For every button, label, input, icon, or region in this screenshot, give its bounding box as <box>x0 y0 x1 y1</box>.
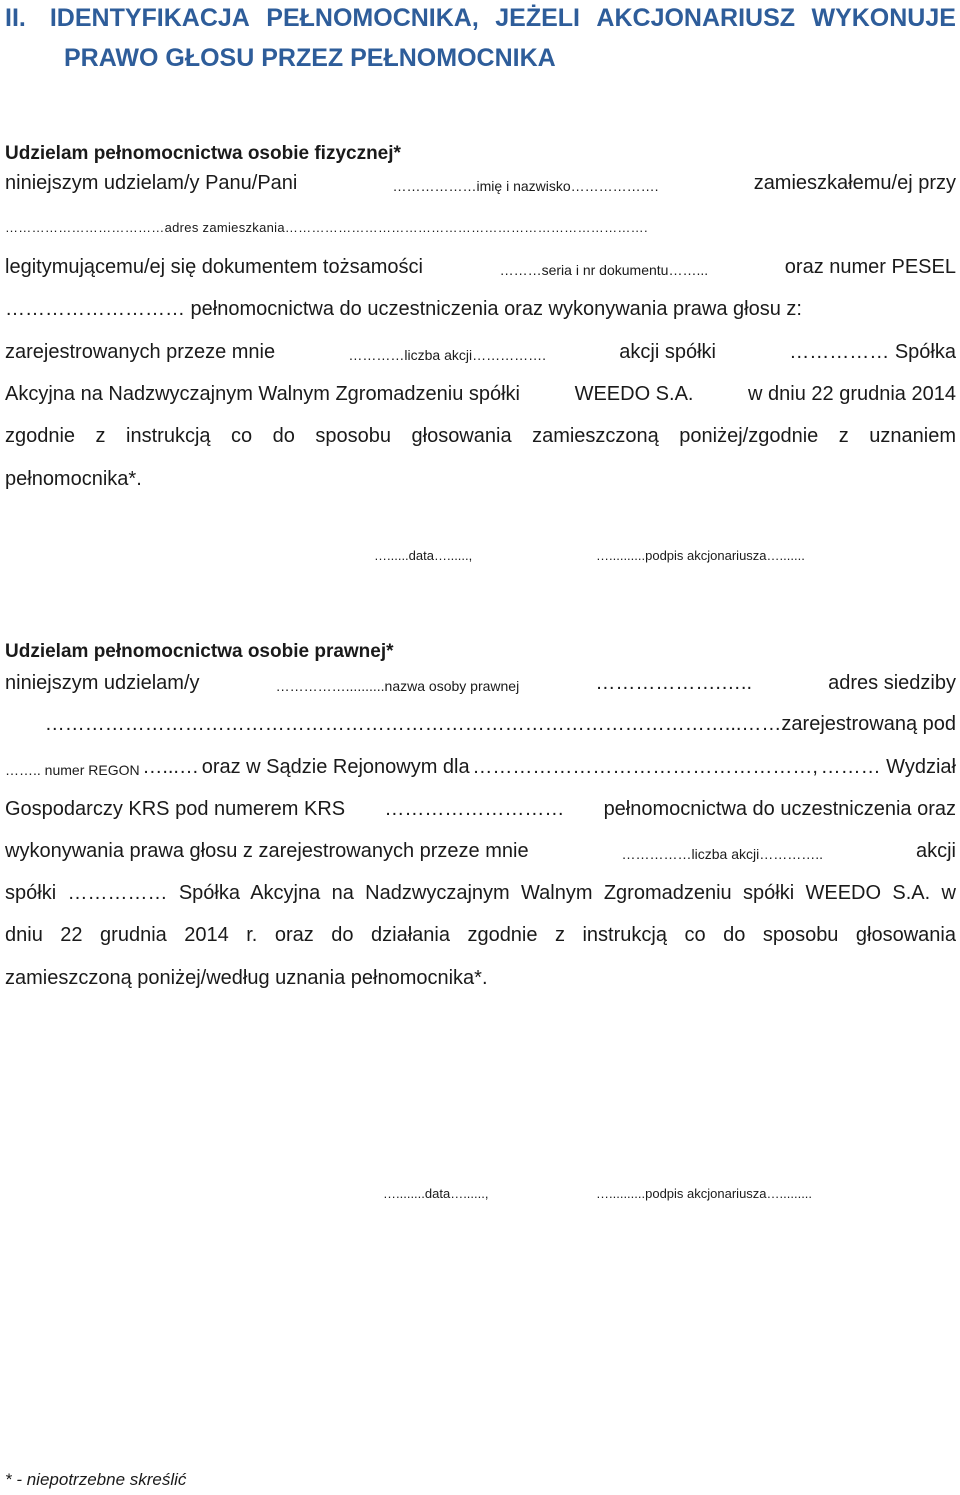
natural-l7-date: w dniu 22 grudnia 2014 <box>748 383 956 405</box>
legal-l2-dots: ……………….….. <box>595 672 752 694</box>
legal-l2-tail: adres siedziby <box>828 672 956 694</box>
address-placeholder: ………………………………adres zamieszkania………………………………………………………………………. <box>5 220 648 235</box>
legal-line-7: spółki …………… Spółka Akcyjna na Nadzwyczajnym Walnym Zgromadzeniu spółki WEEDO S.A. w <box>5 882 956 904</box>
legal-line-3: …………………………………………………………………………………………...……zarejestrowaną pod <box>44 713 956 735</box>
heading-word: IDENTYFIKACJA <box>49 4 250 32</box>
natural-line-6 <box>5 341 956 364</box>
legal-l4-court: oraz w Sądzie Rejonowym dla <box>201 756 470 778</box>
shares-count-placeholder: …………liczba akcji……………. <box>348 347 546 363</box>
natural-l2-text: niniejszym udzielam/y Panu/Pani <box>5 172 298 194</box>
section-title-line1 <box>50 4 956 33</box>
natural-line-5: ……………………… pełnomocnictwa do uczestniczenia oraz wykonywania prawa głosu z: <box>5 298 802 320</box>
legal-line-6 <box>5 840 956 863</box>
natural-line-2 <box>5 172 956 195</box>
legal-l2-text: niniejszym udzielam/y <box>5 672 200 694</box>
legal-l5-text: Gospodarczy KRS pod numerem KRS <box>5 798 346 820</box>
legal-line-2 <box>5 672 956 695</box>
legal-l4-court-dots: ……………………………………………, <box>472 756 818 778</box>
legal-l4-dots: …...… <box>142 756 199 778</box>
section-title-line2: PRAWO GŁOSU PRZEZ PEŁNOMOCNIKA <box>64 44 556 72</box>
heading-word: WYKONUJE <box>811 4 956 32</box>
natural-l4-tail: oraz numer PESEL <box>784 256 956 278</box>
natural-l2-tail: zamieszkałemu/ej przy <box>753 172 956 194</box>
regon-placeholder: …….. numer REGON <box>5 762 140 778</box>
natural-l4-text: legitymującemu/ej się dokumentem tożsamości <box>5 256 423 278</box>
legal-line-9: zamieszczoną poniżej/według uznania pełnomocnika*. <box>5 967 488 989</box>
natural-line-4 <box>5 256 956 279</box>
legal-line-4 <box>5 756 956 779</box>
legal-l5-dots: ……………………… <box>384 798 565 820</box>
heading-word: JEŻELI <box>495 4 580 32</box>
natural-line-9: pełnomocnika*. <box>5 468 142 490</box>
legal-shares-placeholder: ……………liczba akcji………….. <box>621 846 824 862</box>
natural-date-field: …......data…......, <box>374 548 473 563</box>
natural-line-8: zgodnie z instrukcją co do sposobu głosowania zamieszczoną poniżej/zgodnie z uznaniem <box>5 425 956 447</box>
natural-line-7 <box>5 383 956 406</box>
legal-l6-text: wykonywania prawa głosu z zarejestrowanych przeze mnie <box>5 840 529 862</box>
legal-l4-division: ……… Wydział <box>820 756 956 778</box>
footnote: * - niepotrzebne skreślić <box>5 1470 187 1489</box>
natural-l6-text: zarejestrowanych przeze mnie <box>5 341 276 363</box>
legal-line-5 <box>5 798 956 821</box>
heading-word: AKCJONARIUSZ <box>596 4 796 32</box>
legal-l6-tail: akcji <box>915 840 956 862</box>
natural-l7-text: Akcyjna na Nadzwyczajnym Walnym Zgromadzeniu spółki <box>5 383 520 405</box>
legal-person-title: Udzielam pełnomocnictwa osobie prawnej* <box>5 641 394 662</box>
document-placeholder: ………seria i nr dokumentu……... <box>499 262 709 278</box>
natural-l6-shares: akcji spółki <box>619 341 716 363</box>
section-heading <box>5 4 956 33</box>
natural-signature-field: …..........podpis akcjonariusza…....... <box>596 548 805 563</box>
natural-person-title: Udzielam pełnomocnictwa osobie fizycznej* <box>5 143 401 164</box>
legal-l5-tail: pełnomocnictwa do uczestniczenia oraz <box>603 798 956 820</box>
name-placeholder: ………………imię i nazwisko………………. <box>392 178 659 194</box>
legal-date-field: …........data…......, <box>383 1186 489 1201</box>
section-number: II. <box>5 4 26 32</box>
natural-l6-company: …………… Spółka <box>789 341 956 363</box>
heading-word: PEŁNOMOCNIKA, <box>266 4 479 32</box>
legal-line-8: dniu 22 grudnia 2014 r. oraz do działania zgodnie z instrukcją co do sposobu głosowania <box>5 924 956 946</box>
entity-name-placeholder: ……………..........nazwa osoby prawnej <box>275 678 520 694</box>
legal-signature-field: …..........podpis akcjonariusza…......... <box>596 1186 813 1201</box>
natural-l7-company: WEEDO S.A. <box>574 383 694 405</box>
